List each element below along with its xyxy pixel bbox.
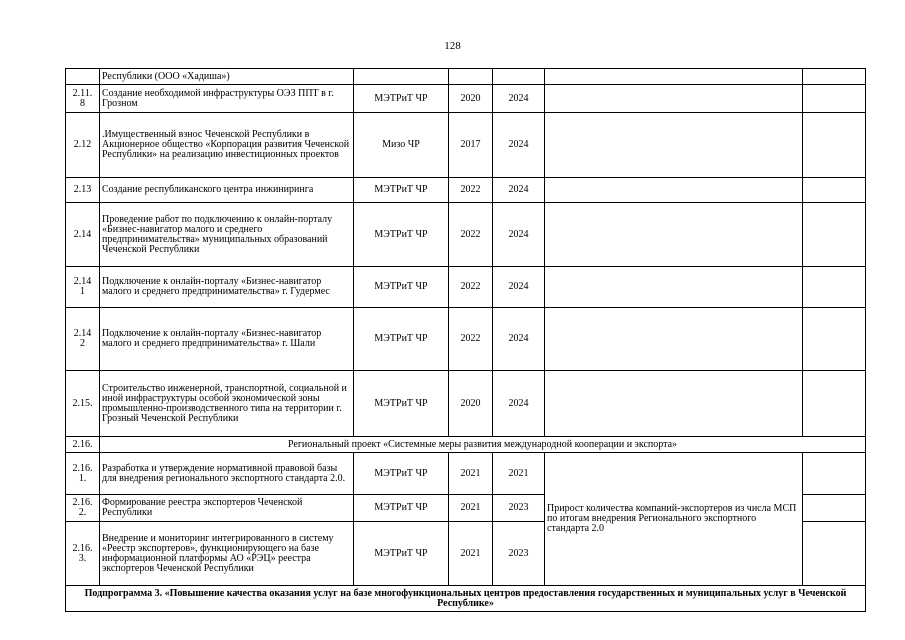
activity-name: Строительство инженерной, транспортной, социальной и иной инфраструктуры особой экономической зоны промышленно-производственного типа на территории г. Грозный Чеченской Республики <box>100 371 354 437</box>
row-number <box>66 522 100 586</box>
note-cell <box>803 371 866 437</box>
start-year <box>449 69 493 85</box>
activity-name: Внедрение и мониторинг интегрированного в систему «Реестр экспортеров», функционирующего на базе информационной платформы АО «РЭЦ» реестра экспортеров Чеченской Республики <box>100 522 354 586</box>
activity-name: Проведение работ по подключению к онлайн-порталу «Бизнес-навигатор малого и среднего предпринимательства» муниципальных образований Чеченской Республики <box>100 203 354 267</box>
note-cell <box>803 113 866 178</box>
row-number-part: 2.14 2 <box>73 328 92 349</box>
executor: МЭТРиТ ЧР <box>354 267 449 308</box>
note-cell <box>803 308 866 371</box>
end-year: 2024 <box>493 267 545 308</box>
table-row <box>66 69 866 85</box>
row-number <box>66 308 100 371</box>
row-number: 2.14 <box>66 203 100 267</box>
indicator-cell <box>545 113 803 178</box>
executor: МЭТРиТ ЧР <box>354 203 449 267</box>
start-year: 2020 <box>449 85 493 113</box>
note-cell <box>803 178 866 203</box>
start-year: 2021 <box>449 453 493 495</box>
end-year <box>493 69 545 85</box>
row-number: 2.13 <box>66 178 100 203</box>
executor: МЭТРиТ ЧР <box>354 178 449 203</box>
table-row <box>66 371 866 437</box>
indicator-cell <box>545 308 803 371</box>
executor: МЭТРиТ ЧР <box>354 85 449 113</box>
row-number <box>66 453 100 495</box>
activity-name: .Имущественный взнос Чеченской Республики в Акционерное общество «Корпорация развития Чеченской Республики» на реализацию инвестиционных проектов <box>100 113 354 178</box>
executor: МЭТРиТ ЧР <box>354 371 449 437</box>
note-cell <box>803 495 866 522</box>
executor: Мизо ЧР <box>354 113 449 178</box>
subprogram-row <box>66 586 866 612</box>
row-number <box>66 85 100 113</box>
table-row <box>66 203 866 267</box>
row-number <box>66 495 100 522</box>
end-year: 2024 <box>493 203 545 267</box>
plan-table <box>65 68 866 612</box>
project-row <box>66 437 866 453</box>
activity-name: Подключение к онлайн-порталу «Бизнес-навигатор малого и среднего предпринимательства» г. Гудермес <box>100 267 354 308</box>
table-row <box>66 113 866 178</box>
indicator-cell <box>545 371 803 437</box>
start-year: 2017 <box>449 113 493 178</box>
table-row <box>66 85 866 113</box>
end-year: 2023 <box>493 495 545 522</box>
indicator-cell <box>545 203 803 267</box>
end-year: 2024 <box>493 308 545 371</box>
row-number-part: 2.14 1 <box>73 276 92 297</box>
executor: МЭТРиТ ЧР <box>354 522 449 586</box>
start-year: 2020 <box>449 371 493 437</box>
end-year: 2023 <box>493 522 545 586</box>
start-year: 2022 <box>449 203 493 267</box>
table-row <box>66 453 866 495</box>
start-year: 2022 <box>449 178 493 203</box>
note-cell <box>803 267 866 308</box>
note-cell <box>803 522 866 586</box>
executor: МЭТРиТ ЧР <box>354 308 449 371</box>
row-number-part: 2.16. 3. <box>72 542 93 564</box>
table-row <box>66 267 866 308</box>
end-year: 2021 <box>493 453 545 495</box>
table-row <box>66 178 866 203</box>
start-year: 2021 <box>449 495 493 522</box>
row-number-part: 2.16. 1. <box>72 462 93 484</box>
start-year: 2022 <box>449 267 493 308</box>
executor <box>354 69 449 85</box>
row-number: 2.16. <box>66 437 100 453</box>
indicator-cell <box>545 178 803 203</box>
activity-name: Создание необходимой инфраструктуры ОЭЗ ППТ в г. Грозном <box>100 85 354 113</box>
row-number: 2.15. <box>66 371 100 437</box>
row-number: 2.12 <box>66 113 100 178</box>
activity-name: Республики (ООО «Хадиша») <box>100 69 354 85</box>
indicator-cell <box>545 69 803 85</box>
start-year: 2021 <box>449 522 493 586</box>
activity-name: Создание республиканского центра инжиниринга <box>100 178 354 203</box>
note-cell <box>803 203 866 267</box>
row-number <box>66 267 100 308</box>
table-row <box>66 308 866 371</box>
activity-name: Разработка и утверждение нормативной правовой базы для внедрения регионального экспортного стандарта 2.0. <box>100 453 354 495</box>
note-cell <box>803 453 866 495</box>
row-number <box>66 69 100 85</box>
end-year: 2024 <box>493 85 545 113</box>
end-year: 2024 <box>493 113 545 178</box>
activity-name: Формирование реестра экспортеров Чеченской Республики <box>100 495 354 522</box>
row-number-part: 2.11. 8 <box>72 87 93 109</box>
indicator-cell <box>545 85 803 113</box>
row-number-part: 2.16. 2. <box>72 497 93 518</box>
end-year: 2024 <box>493 371 545 437</box>
indicator-cell: Прирост количества компаний-экспортеров из числа МСП по итогам внедрения Регионального экспортного стандарта 2.0 <box>545 453 803 586</box>
note-cell <box>803 85 866 113</box>
indicator-cell <box>545 267 803 308</box>
page-number: 128 <box>444 40 461 52</box>
end-year: 2024 <box>493 178 545 203</box>
executor: МЭТРиТ ЧР <box>354 495 449 522</box>
activity-name: Подключение к онлайн-порталу «Бизнес-навигатор малого и среднего предпринимательства» г. Шали <box>100 308 354 371</box>
executor: МЭТРиТ ЧР <box>354 453 449 495</box>
note-cell <box>803 69 866 85</box>
start-year: 2022 <box>449 308 493 371</box>
subprogram-title: Подпрограмма 3. «Повышение качества оказания услуг на базе многофункциональных центров предоставления государственных и муниципальных услуг в Чеченской Республике» <box>66 586 866 612</box>
project-title: Региональный проект «Системные меры развития международной кооперации и экспорта» <box>100 437 866 453</box>
